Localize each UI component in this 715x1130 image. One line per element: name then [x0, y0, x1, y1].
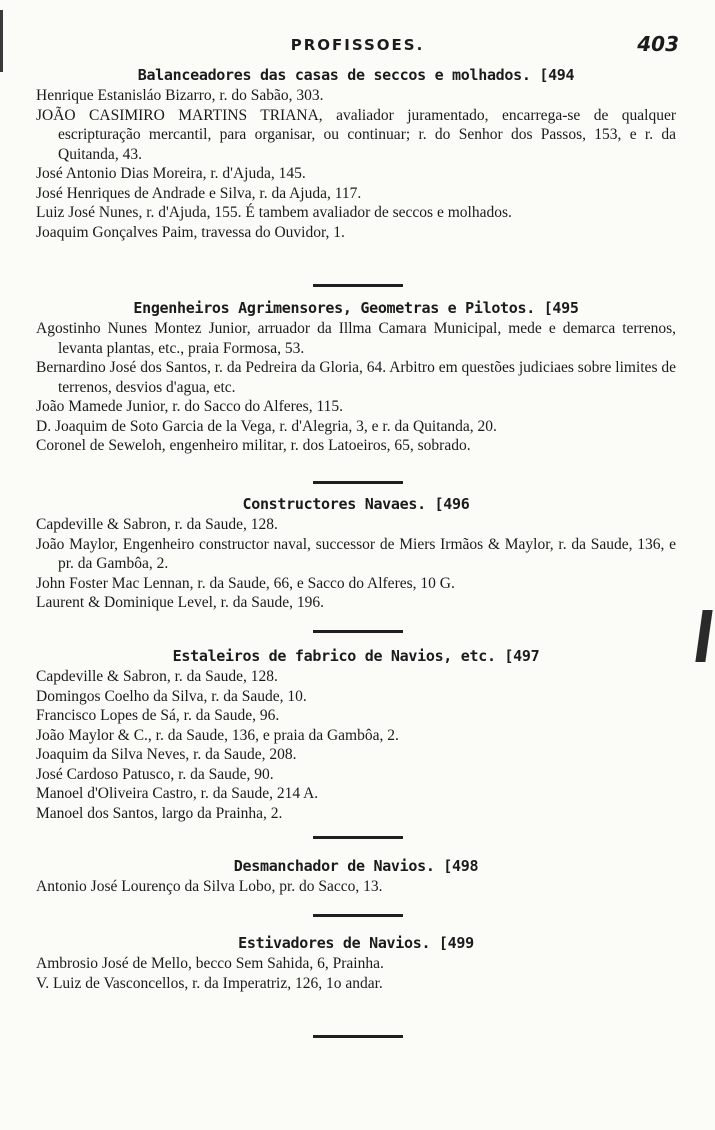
list-item: John Foster Mac Lennan, r. da Saude, 66, e Sacco do Alferes, 10 G. [36, 574, 455, 592]
list-item: Joaquim da Silva Neves, r. da Saude, 208. [36, 746, 297, 763]
page-number: 403 [637, 32, 679, 56]
divider [313, 284, 403, 287]
list-item: José Henriques de Andrade e Silva, r. da Ajuda, 117. [36, 184, 362, 202]
section-heading: Constructores Navaes. [496 [242, 495, 470, 513]
list-item: Manoel d'Oliveira Castro, r. da Saude, 214 A. [36, 785, 319, 802]
divider [313, 481, 403, 484]
running-title: PROFISSOES. [290, 36, 425, 54]
list-item: JOÃO CASIMIRO MARTINS TRIANA, avaliador juramentado, encarrega-se de qualquer escripturação mercantil, para organisar, ou continuar; r. do Senhor dos Passos, 153, e r. da Quitanda, 43. [36, 106, 676, 163]
list-item: Capdeville & Sabron, r. da Saude, 128. [36, 516, 278, 533]
section-494 [36, 64, 676, 242]
section-495 [36, 297, 676, 456]
list-item: Laurent & Dominique Level, r. da Saude, 196. [36, 594, 324, 611]
section-heading: Desmanchador de Navios. [498 [233, 857, 479, 875]
list-item: João Maylor, Engenheiro constructor naval, successor de Miers Irmãos & Maylor, r. da Saude, 136, e pr. da Gambôa, 2. [36, 535, 676, 572]
running-head [0, 32, 715, 58]
divider [313, 630, 403, 633]
list-item: Ambrosio José de Mello, becco Sem Sahida, 6, Prainha. [36, 955, 384, 972]
section-497 [36, 645, 676, 823]
list-item: José Cardoso Patusco, r. da Saude, 90. [36, 765, 274, 783]
section-heading: Balanceadores das casas de seccos e molhados. [494 [137, 66, 575, 84]
section-heading: Estivadores de Navios. [499 [238, 934, 474, 952]
divider [313, 836, 403, 839]
list-item: João Mamede Junior, r. do Sacco do Alferes, 115. [36, 398, 344, 415]
list-item: Coronel de Seweloh, engenheiro militar, r. dos Latoeiros, 65, sobrado. [36, 437, 471, 454]
section-499 [36, 932, 676, 993]
list-item: V. Luiz de Vasconcellos, r. da Imperatriz, 126, 1o andar. [36, 974, 383, 992]
list-item: Antonio José Lourenço da Silva Lobo, pr. do Sacco, 13. [36, 878, 383, 895]
divider [313, 1035, 403, 1038]
list-item: Francisco Lopes de Sá, r. da Saude, 96. [36, 707, 280, 724]
list-item: D. Joaquim de Soto Garcia de la Vega, r. d'Alegria, 3, e r. da Quitanda, 20. [36, 417, 497, 435]
section-heading: Estaleiros de fabrico de Navios, etc. [497 [172, 647, 540, 665]
list-item: Bernardino José dos Santos, r. da Pedreira da Gloria, 64. Arbitro em questões judiciaes sobre limites de terrenos, desvios d'agua, etc. [36, 359, 676, 396]
section-498 [36, 855, 676, 897]
list-item: Manoel dos Santos, largo da Prainha, 2. [36, 804, 283, 822]
page-edge-mark [695, 610, 712, 662]
list-item: Agostinho Nunes Montez Junior, arruador da Illma Camara Municipal, mede e demarca terrenos, levanta plantas, etc., praia Formosa, 53. [36, 320, 676, 357]
section-heading: Engenheiros Agrimensores, Geometras e Pilotos. [495 [133, 299, 579, 317]
section-496 [36, 493, 676, 613]
list-item: Domingos Coelho da Silva, r. da Saude, 10. [36, 687, 307, 705]
list-item: Capdeville & Sabron, r. da Saude, 128. [36, 668, 278, 685]
list-item: Luiz José Nunes, r. d'Ajuda, 155. É tambem avaliador de seccos e molhados. [36, 204, 512, 221]
list-item: José Antonio Dias Moreira, r. d'Ajuda, 145. [36, 165, 306, 182]
list-item: João Maylor & C., r. da Saude, 136, e praia da Gambôa, 2. [36, 726, 399, 744]
list-item: Joaquim Gonçalves Paim, travessa do Ouvidor, 1. [36, 223, 345, 241]
divider [313, 914, 403, 917]
list-item: Henrique Estanisláo Bizarro, r. do Sabão, 303. [36, 87, 324, 104]
